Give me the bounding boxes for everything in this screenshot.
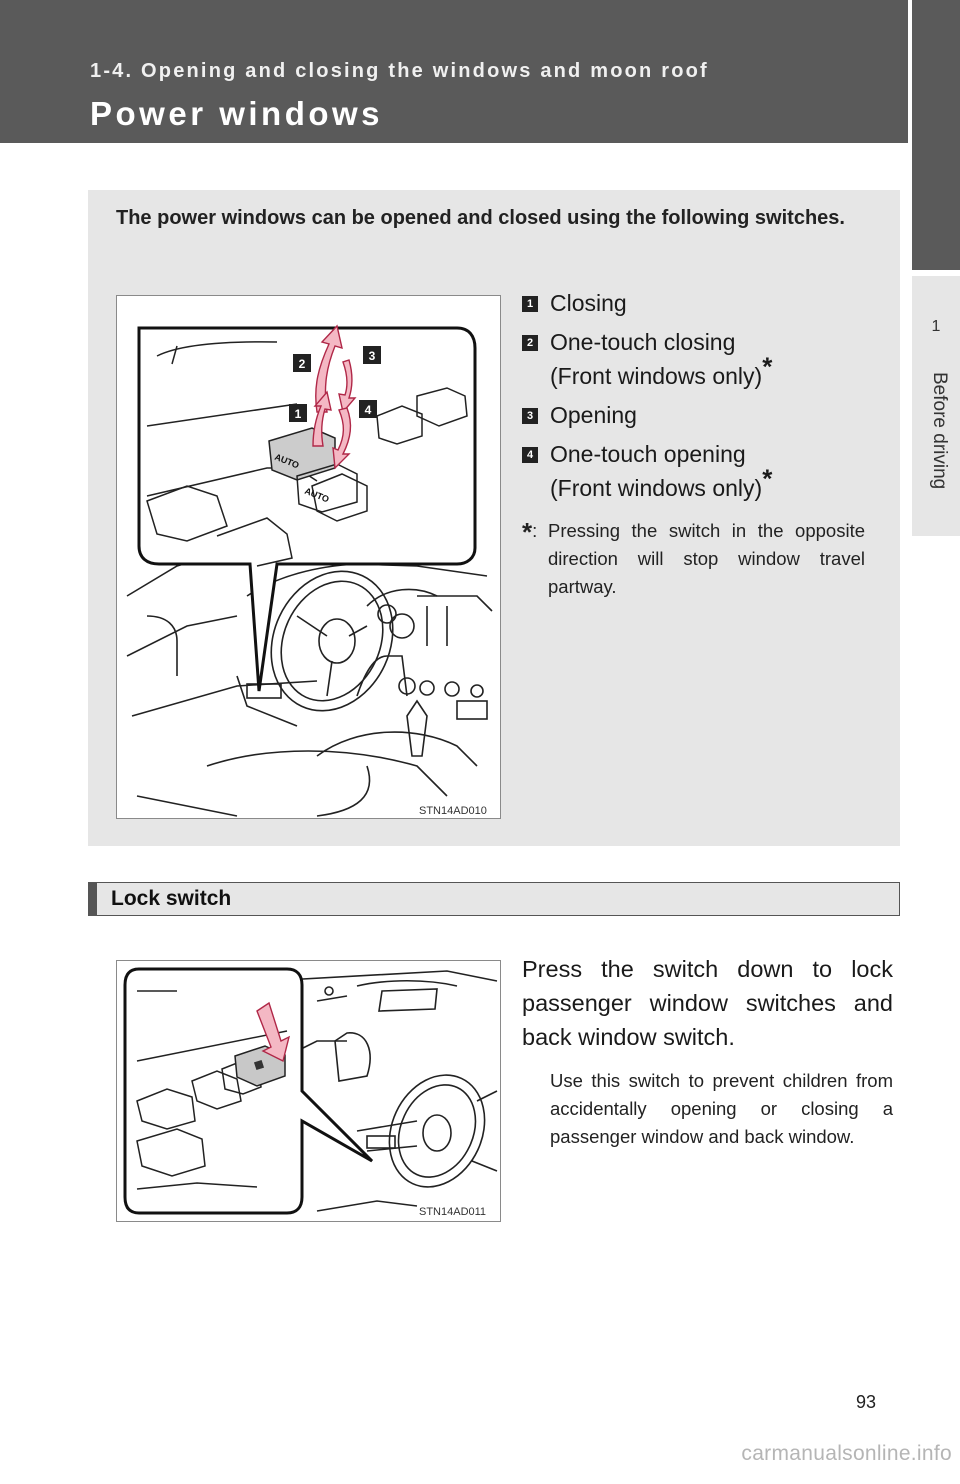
- svg-text:4: 4: [364, 403, 372, 417]
- legend-text: Closing: [550, 290, 627, 316]
- auto-label-1: AUTO: [273, 451, 301, 471]
- svg-text:3: 3: [368, 349, 376, 363]
- page-header: [0, 0, 908, 143]
- chapter-label: Before driving: [929, 372, 950, 490]
- lock-switch-note: Use this switch to prevent children from accidentally opening or closing a passenger window and back window.: [550, 1070, 893, 1147]
- side-tab-top: [912, 0, 960, 270]
- legend-number: 1: [522, 296, 538, 312]
- zoom-callout: [139, 328, 475, 691]
- window-switch-illustration: [116, 295, 501, 819]
- legend-number: 4: [522, 447, 538, 463]
- callout-4: [359, 400, 377, 418]
- asterisk-mark: *: [762, 463, 773, 494]
- callout-1: [289, 404, 307, 422]
- legend-item: [522, 398, 867, 432]
- footnote-separator: :: [532, 520, 538, 541]
- legend-item: [522, 286, 867, 320]
- page-title: Power windows: [90, 95, 384, 132]
- svg-text:1: 1: [294, 407, 302, 421]
- lock-switch-illustration: [116, 960, 501, 1222]
- watermark-text: carmanualsonline.info: [741, 1442, 952, 1465]
- svg-text:2: 2: [298, 357, 306, 371]
- footnote-mark: *: [522, 517, 533, 547]
- legend-subtext: (Front windows only): [550, 475, 763, 501]
- figure-code-2: STN14AD011: [419, 1206, 487, 1218]
- footnote-text: Pressing the switch in the opposite direction will stop window travel partway.: [548, 520, 865, 597]
- intro-text: The power windows can be opened and closed using the following switches.: [116, 207, 845, 229]
- page-number: 93: [856, 1392, 877, 1412]
- legend-item: [522, 325, 867, 393]
- chapter-tab: [912, 276, 960, 536]
- legend-text: Opening: [550, 402, 637, 428]
- figure-code: STN14AD010: [419, 805, 487, 817]
- chapter-number: 1: [931, 318, 941, 335]
- legend-text: One-touch closing: [550, 329, 736, 355]
- callout-2: [293, 354, 311, 372]
- lock-switch-heading-bar: [88, 882, 900, 916]
- legend-list: [522, 286, 867, 510]
- legend-subtext: (Front windows only): [550, 363, 763, 389]
- lock-switch-drawing: [117, 961, 500, 1221]
- legend-text: One-touch opening: [550, 441, 746, 467]
- auto-label-2: AUTO: [303, 485, 331, 505]
- footnote: [522, 517, 865, 601]
- watermark-bar: [0, 1424, 960, 1484]
- callout-3: [363, 346, 381, 364]
- window-switch-drawing: [117, 296, 500, 818]
- legend-number: 3: [522, 408, 538, 424]
- legend-item: [522, 437, 867, 505]
- lock-switch-description: Press the switch down to lock passenger window switches and back window switch.: [522, 956, 893, 1050]
- asterisk-mark: *: [762, 351, 773, 382]
- lock-switch-heading: Lock switch: [111, 887, 232, 910]
- section-heading: 1-4. Opening and closing the windows and moon roof: [90, 60, 709, 82]
- legend-number: 2: [522, 335, 538, 351]
